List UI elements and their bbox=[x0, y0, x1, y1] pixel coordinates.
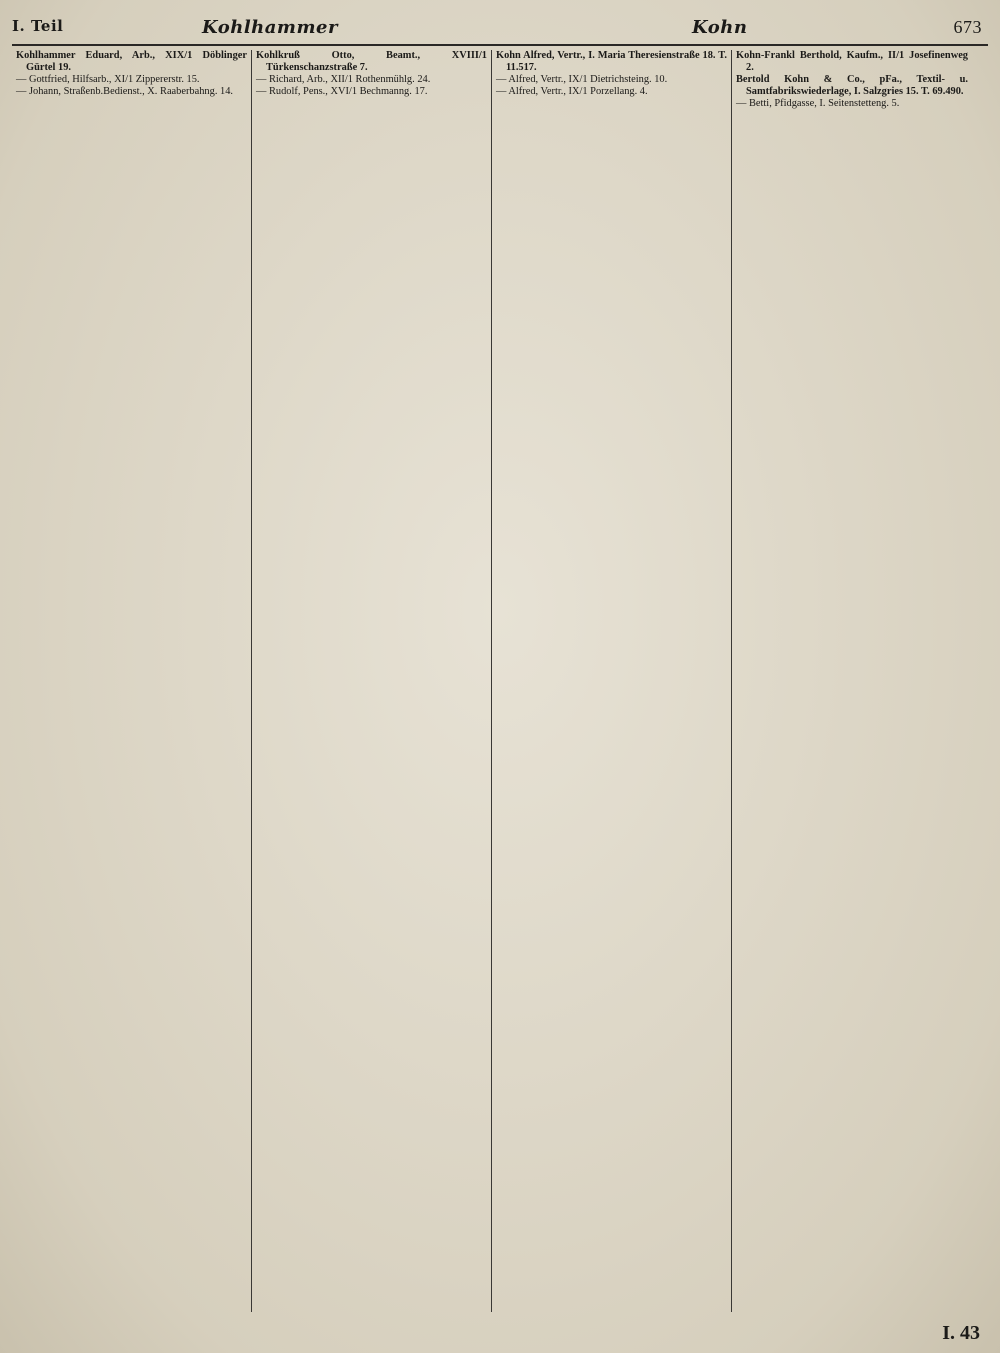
column-2 bbox=[252, 50, 492, 1312]
column-1 bbox=[12, 50, 252, 1312]
directory-entry: — Alfred, Vertr., IX/1 Porzellang. 4. bbox=[496, 86, 648, 98]
directory-entry: — Richard, Arb., XII/1 Rothenmühlg. 24. bbox=[256, 74, 431, 86]
directory-entry: Kohlhammer Eduard, Arb., XIX/1 Döblinger Gürtel 19. bbox=[16, 50, 247, 74]
directory-entry: Kohn Alfred, Vertr., I. Maria Theresienstraße 18. T. 11.517. bbox=[496, 50, 727, 74]
page-number: 673 bbox=[953, 17, 982, 37]
directory-columns bbox=[12, 50, 988, 1312]
part-label: I. Teil bbox=[12, 17, 64, 35]
running-head-right: Kohn bbox=[692, 17, 748, 38]
directory-entry: — Rudolf, Pens., XVI/1 Bechmanng. 17. bbox=[256, 86, 428, 98]
page-header bbox=[12, 14, 988, 46]
directory-entry: Kohn-Frankl Berthold, Kaufm., II/1 Josefinenweg 2. bbox=[736, 50, 968, 74]
directory-entry: Kohlkruß Otto, Beamt., XVIII/1 Türkenschanzstraße 7. bbox=[256, 50, 487, 74]
column-4 bbox=[732, 50, 972, 1312]
running-head-left: Kohlhammer bbox=[202, 17, 338, 38]
directory-entry: — Betti, Pfidgasse, I. Seitenstetteng. 5. bbox=[736, 98, 900, 110]
directory-entry: — Johann, Straßenb.Bedienst., X. Raaberbahng. 14. bbox=[16, 86, 234, 98]
sheet-signature: I. 43 bbox=[942, 1322, 980, 1344]
column-3 bbox=[492, 50, 732, 1312]
directory-entry: — Alfred, Vertr., IX/1 Dietrichsteing. 10. bbox=[496, 74, 668, 86]
directory-entry: — Gottfried, Hilfsarb., XI/1 Zippererstr. 15. bbox=[16, 74, 200, 86]
directory-entry: Bertold Kohn & Co., pFa., Textil- u. Samtfabrikswiederlage, I. Salzgries 15. T. 69.490. bbox=[736, 74, 968, 98]
